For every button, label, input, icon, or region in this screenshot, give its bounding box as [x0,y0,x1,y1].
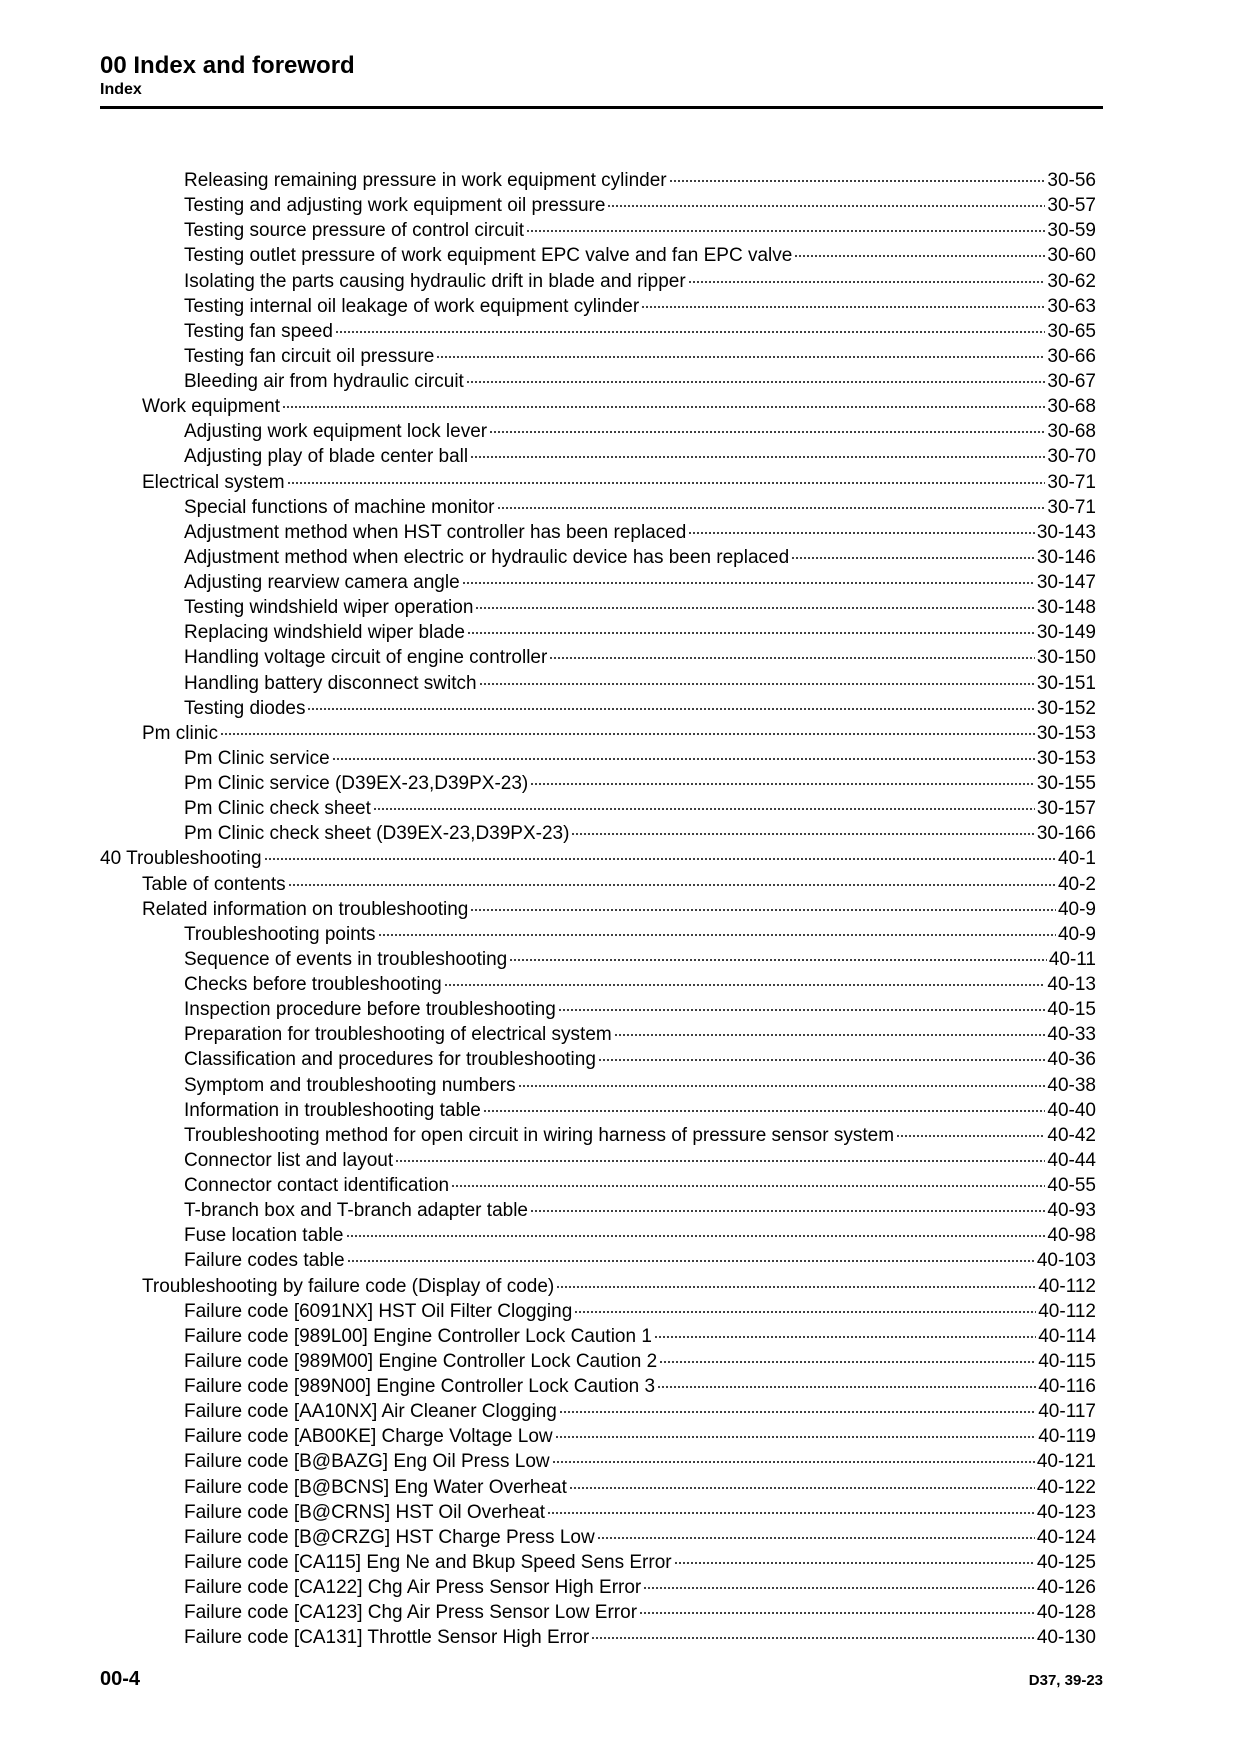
toc-entry[interactable] [100,796,1096,821]
dot-leader [264,858,1056,860]
toc-entry[interactable] [100,1274,1096,1299]
toc-entry-title: Testing windshield wiper operation [184,597,474,619]
toc-entry-title: Failure code [CA123] Chg Air Press Sensor Low Error [184,1602,638,1624]
dot-leader [688,281,1046,283]
toc-entry-title: Related information on troubleshooting [142,898,469,920]
toc-entry[interactable] [100,1123,1096,1148]
toc-entry-title: Pm Clinic service [184,747,330,769]
toc-entry-page: 40-1 [1057,848,1096,870]
toc-entry-page: 30-68 [1047,421,1096,443]
toc-entry[interactable] [100,168,1096,193]
section-title: Index [100,81,142,98]
toc-entry[interactable] [100,294,1096,319]
toc-entry-page: 40-36 [1047,1049,1096,1071]
dot-leader [462,582,1035,584]
toc-entry-title: Adjustment method when electric or hydraulic device has been replaced [184,546,790,568]
toc-entry[interactable] [100,1600,1096,1625]
dot-leader [607,205,1045,207]
dot-leader [466,381,1046,383]
toc-entry-title: Failure code [B@CRNS] HST Oil Overheat [184,1501,546,1523]
dot-leader [509,959,1047,961]
toc-entry-title: Special functions of machine monitor [184,496,495,518]
toc-entry-page: 30-57 [1047,195,1096,217]
toc-entry-page: 40-9 [1057,923,1096,945]
toc-entry[interactable] [100,1248,1096,1273]
toc-entry[interactable] [100,1022,1096,1047]
dot-leader [641,306,1045,308]
dot-leader [220,733,1035,735]
toc-entry[interactable] [100,1399,1096,1424]
dot-leader [347,1260,1035,1262]
toc-entry-title: Failure code [B@BAZG] Eng Oil Press Low [184,1451,550,1473]
toc-entry-page: 40-122 [1036,1476,1096,1498]
toc-entry-page: 30-151 [1036,672,1096,694]
toc-entry-page: 40-9 [1057,898,1096,920]
toc-entry[interactable] [100,1173,1096,1198]
toc-entry-page: 40-123 [1036,1501,1096,1523]
toc-entry-page: 30-149 [1036,622,1096,644]
toc-entry[interactable] [100,495,1096,520]
toc-entry[interactable] [100,1299,1096,1324]
toc-entry-page: 30-150 [1036,647,1096,669]
dot-leader [614,1034,1046,1036]
dot-leader [518,1085,1046,1087]
toc-entry-page: 30-60 [1047,245,1096,267]
toc-entry[interactable] [100,419,1096,444]
toc-entry[interactable] [100,846,1096,871]
toc-entry-title: Preparation for troubleshooting of electrical system [184,1024,612,1046]
dot-leader [287,482,1046,484]
dot-leader [479,683,1035,685]
chapter-title: 00 Index and foreword [100,52,355,79]
dot-leader [444,984,1046,986]
toc-entry-page: 40-44 [1047,1149,1096,1171]
toc-entry-title: Classification and procedures for troubleshooting [184,1049,596,1071]
toc-entry-title: Electrical system [142,471,285,493]
dot-leader [483,1110,1046,1112]
toc-entry-page: 40-121 [1036,1451,1096,1473]
toc-entry-title: Failure code [B@CRZG] HST Charge Press Low [184,1526,595,1548]
toc-entry-page: 30-155 [1036,773,1096,794]
toc-entry-page: 30-63 [1047,295,1096,317]
toc-entry[interactable] [100,972,1096,997]
toc-entry-title: Pm Clinic check sheet (D39EX-23,D39PX-23) [184,823,570,845]
toc-entry-title: Failure code [989M00] Engine Controller Lock Caution 2 [184,1350,658,1372]
toc-entry-title: Pm clinic [142,722,219,744]
toc-entry[interactable] [100,1575,1096,1600]
toc-entry-page: 40-93 [1047,1200,1096,1222]
dot-leader [489,431,1045,433]
dot-leader [571,833,1034,835]
toc-entry[interactable] [100,821,1096,846]
page-header [100,52,1100,100]
toc-entry[interactable] [100,545,1096,570]
toc-entry-title: Testing internal oil leakage of work equipment cylinder [184,295,640,317]
dot-leader [794,255,1045,257]
toc-entry[interactable] [100,444,1096,469]
toc-entry-page: 30-143 [1036,521,1096,543]
toc-entry[interactable] [100,922,1096,947]
toc-entry[interactable] [100,570,1096,595]
toc-entry[interactable] [100,1500,1096,1525]
toc-entry-title: Pm Clinic service (D39EX-23,D39PX-23) [184,773,529,794]
toc-entry-title: Adjusting rearview camera angle [184,572,460,593]
toc-entry-page: 30-68 [1047,396,1096,418]
toc-entry[interactable] [100,1525,1096,1550]
toc-entry-title: Failure code [CA122] Chg Air Press Sensor High Error [184,1577,642,1598]
toc-entry[interactable] [100,394,1096,419]
toc-entry-page: 40-112 [1038,1275,1096,1297]
toc-entry-title: Failure code [6091NX] HST Oil Filter Clogging [184,1300,573,1322]
toc-entry[interactable] [100,696,1096,721]
toc-entry-page: 30-157 [1036,798,1096,820]
toc-entry[interactable] [100,1349,1096,1374]
toc-entry[interactable] [100,1198,1096,1223]
toc-entry[interactable] [100,1424,1096,1449]
toc-entry-page: 40-2 [1057,873,1096,895]
dot-leader [552,1461,1035,1463]
toc-entry-page: 40-124 [1036,1526,1096,1548]
toc-entry-page: 40-115 [1038,1350,1096,1372]
dot-leader [497,507,1046,509]
toc-entry-title: Isolating the parts causing hydraulic drift in blade and ripper [184,270,686,292]
toc-entry-title: Handling battery disconnect switch [184,672,477,694]
dot-leader [282,406,1045,408]
toc-entry-page: 40-15 [1047,999,1096,1021]
toc-entry[interactable] [100,721,1096,746]
toc-entry-page: 30-62 [1047,270,1096,292]
toc-entry[interactable] [100,1324,1096,1349]
dot-leader [307,708,1034,710]
dot-leader [526,230,1045,232]
toc-entry[interactable] [100,1073,1096,1098]
toc-entry[interactable] [100,771,1096,796]
dot-leader [530,783,1035,785]
toc-entry[interactable] [100,369,1096,394]
dot-leader [569,1487,1035,1489]
toc-entry-page: 40-114 [1038,1325,1096,1347]
dot-leader [470,909,1056,911]
toc-entry-page: 30-71 [1047,471,1096,493]
toc-entry-title: Troubleshooting by failure code (Display of code) [142,1275,555,1297]
dot-leader [559,1411,1036,1413]
dot-leader [591,1637,1035,1639]
dot-leader [288,884,1056,886]
toc-entry[interactable] [100,746,1096,771]
dot-leader [475,607,1034,609]
toc-entry-title: Connector contact identification [184,1175,450,1196]
toc-entry-page: 40-116 [1038,1376,1096,1397]
toc-entry[interactable] [100,595,1096,620]
toc-entry-title: Adjusting play of blade center ball [184,446,469,468]
toc-entry-title: Releasing remaining pressure in work equipment cylinder [184,170,667,191]
dot-leader [556,1286,1036,1288]
toc-entry[interactable] [100,193,1096,218]
toc-entry-page: 40-38 [1047,1074,1096,1096]
dot-leader [657,1386,1036,1388]
toc-entry-page: 40-117 [1038,1401,1096,1423]
toc-entry-page: 30-65 [1047,320,1096,342]
toc-entry[interactable] [100,243,1096,268]
dot-leader [395,1160,1045,1162]
toc-entry[interactable] [100,1223,1096,1248]
toc-entry-title: Information in troubleshooting table [184,1099,481,1121]
dot-leader [659,1361,1036,1363]
toc-entry-page: 30-153 [1036,747,1096,769]
toc-entry-title: Failure codes table [184,1250,345,1272]
dot-leader [547,1512,1035,1514]
toc-entry-page: 40-33 [1047,1024,1096,1046]
toc-entry-page: 30-152 [1036,697,1096,719]
dot-leader [558,1009,1046,1011]
toc-entry-title: Checks before troubleshooting [184,974,442,995]
dot-leader [791,557,1035,559]
toc-entry-page: 40-55 [1047,1175,1096,1196]
dot-leader [574,1311,1036,1313]
toc-entry[interactable] [100,997,1096,1022]
toc-entry[interactable] [100,520,1096,545]
toc-entry[interactable] [100,218,1096,243]
toc-entry-title: Failure code [CA131] Throttle Sensor High Error [184,1627,590,1649]
header-rule [100,106,1103,109]
toc-entry[interactable] [100,319,1096,344]
toc-entry-title: Troubleshooting points [184,923,376,945]
model-code: D37, 39-23 [1028,1672,1103,1689]
toc-entry-title: Failure code [AB00KE] Charge Voltage Low [184,1426,553,1448]
dot-leader [688,532,1034,534]
toc-entry[interactable] [100,620,1096,645]
toc-entry-title: Testing fan circuit oil pressure [184,345,435,367]
toc-entry-title: Table of contents [142,873,286,895]
toc-entry-title: Bleeding air from hydraulic circuit [184,371,464,392]
toc-entry[interactable] [100,1374,1096,1399]
toc-entry-title: 40 Troubleshooting [100,848,262,870]
toc-entry-page: 30-146 [1036,546,1096,568]
toc-entry-page: 40-103 [1036,1250,1096,1272]
toc-entry[interactable] [100,897,1096,922]
toc-entry-page: 30-66 [1047,345,1096,367]
dot-leader [669,180,1046,182]
toc-entry-title: Adjustment method when HST controller has been replaced [184,521,687,543]
dot-leader [436,356,1045,358]
page-number: 00-4 [100,1668,141,1690]
toc-entry-title: Handling voltage circuit of engine controller [184,647,548,669]
dot-leader [373,808,1035,810]
dot-leader [598,1059,1045,1061]
dot-leader [332,758,1035,760]
toc-entry-title: Inspection procedure before troubleshooting [184,999,556,1021]
dot-leader [530,1210,1045,1212]
dot-leader [896,1135,1045,1137]
dot-leader [378,934,1056,936]
toc-entry[interactable] [100,269,1096,294]
toc-entry[interactable] [100,645,1096,670]
toc-entry-page: 30-153 [1036,722,1096,744]
dot-leader [639,1612,1035,1614]
toc-entry-title: Testing and adjusting work equipment oil pressure [184,195,606,217]
toc-entry-title: Troubleshooting method for open circuit in wiring harness of pressure sensor system [184,1124,895,1146]
toc-entry-title: Adjusting work equipment lock lever [184,421,488,443]
dot-leader [555,1436,1037,1438]
toc-entry-title: Testing source pressure of control circuit [184,220,525,242]
toc-entry[interactable] [100,344,1096,369]
toc-entry-page: 40-128 [1036,1602,1096,1624]
toc-entry-title: Testing diodes [184,697,306,719]
toc-entry-title: Failure code [B@BCNS] Eng Water Overheat [184,1476,567,1498]
dot-leader [335,331,1045,333]
toc-entry-page: 40-112 [1038,1300,1096,1322]
toc-entry-page: 40-11 [1048,948,1096,970]
toc-entry[interactable] [100,1148,1096,1173]
toc-entry-page: 40-40 [1047,1099,1096,1121]
toc-entry-page: 40-126 [1036,1577,1096,1598]
dot-leader [597,1537,1035,1539]
toc-entry-title: Failure code [CA115] Eng Ne and Bkup Speed Sens Error [184,1551,672,1573]
dot-leader [346,1235,1046,1237]
toc-entry-page: 40-13 [1047,974,1096,995]
toc-entry-title: Failure code [989L00] Engine Controller Lock Caution 1 [184,1325,652,1347]
toc-entry[interactable] [100,1098,1096,1123]
toc-entry[interactable] [100,1550,1096,1575]
toc-entry-page: 40-98 [1047,1225,1096,1247]
toc-entry-title: Connector list and layout [184,1149,394,1171]
toc-entry[interactable] [100,872,1096,897]
toc-entry-page: 30-67 [1047,371,1096,392]
toc-entry-page: 40-130 [1036,1627,1096,1649]
toc-entry-page: 30-148 [1036,597,1096,619]
toc-entry[interactable] [100,1625,1096,1650]
toc-entry-title: T-branch box and T-branch adapter table [184,1200,528,1222]
toc-entry-title: Replacing windshield wiper blade [184,622,465,644]
toc-entry-title: Failure code [989N00] Engine Controller Lock Caution 3 [184,1376,656,1397]
dot-leader [470,456,1045,458]
toc-entry-title: Sequence of events in troubleshooting [184,948,508,970]
table-of-contents [100,168,1096,1650]
toc-entry-page: 30-71 [1047,496,1096,518]
toc-entry[interactable] [100,947,1096,972]
toc-entry-page: 40-119 [1038,1426,1096,1448]
toc-entry-page: 40-125 [1036,1551,1096,1573]
toc-entry-title: Pm Clinic check sheet [184,798,371,820]
toc-entry-title: Testing fan speed [184,320,333,342]
toc-entry-page: 40-42 [1047,1124,1096,1146]
toc-entry-page: 30-147 [1036,572,1096,593]
toc-entry-page: 30-70 [1047,446,1096,468]
dot-leader [643,1587,1035,1589]
toc-entry[interactable] [100,671,1096,696]
toc-entry-page: 30-166 [1036,823,1096,845]
toc-entry[interactable] [100,470,1096,495]
dot-leader [654,1336,1036,1338]
toc-entry[interactable] [100,1047,1096,1072]
toc-entry-page: 30-56 [1047,170,1096,191]
toc-entry-title: Failure code [AA10NX] Air Cleaner Clogging [184,1401,557,1423]
dot-leader [467,632,1035,634]
dot-leader [674,1562,1035,1564]
toc-entry[interactable] [100,1449,1096,1474]
toc-entry-title: Fuse location table [184,1225,344,1247]
toc-entry-title: Symptom and troubleshooting numbers [184,1074,516,1096]
toc-entry-page: 30-59 [1047,220,1096,242]
toc-entry-title: Work equipment [142,396,280,418]
toc-entry-title: Testing outlet pressure of work equipment EPC valve and fan EPC valve [184,245,793,267]
dot-leader [451,1185,1045,1187]
dot-leader [549,657,1035,659]
toc-entry[interactable] [100,1475,1096,1500]
